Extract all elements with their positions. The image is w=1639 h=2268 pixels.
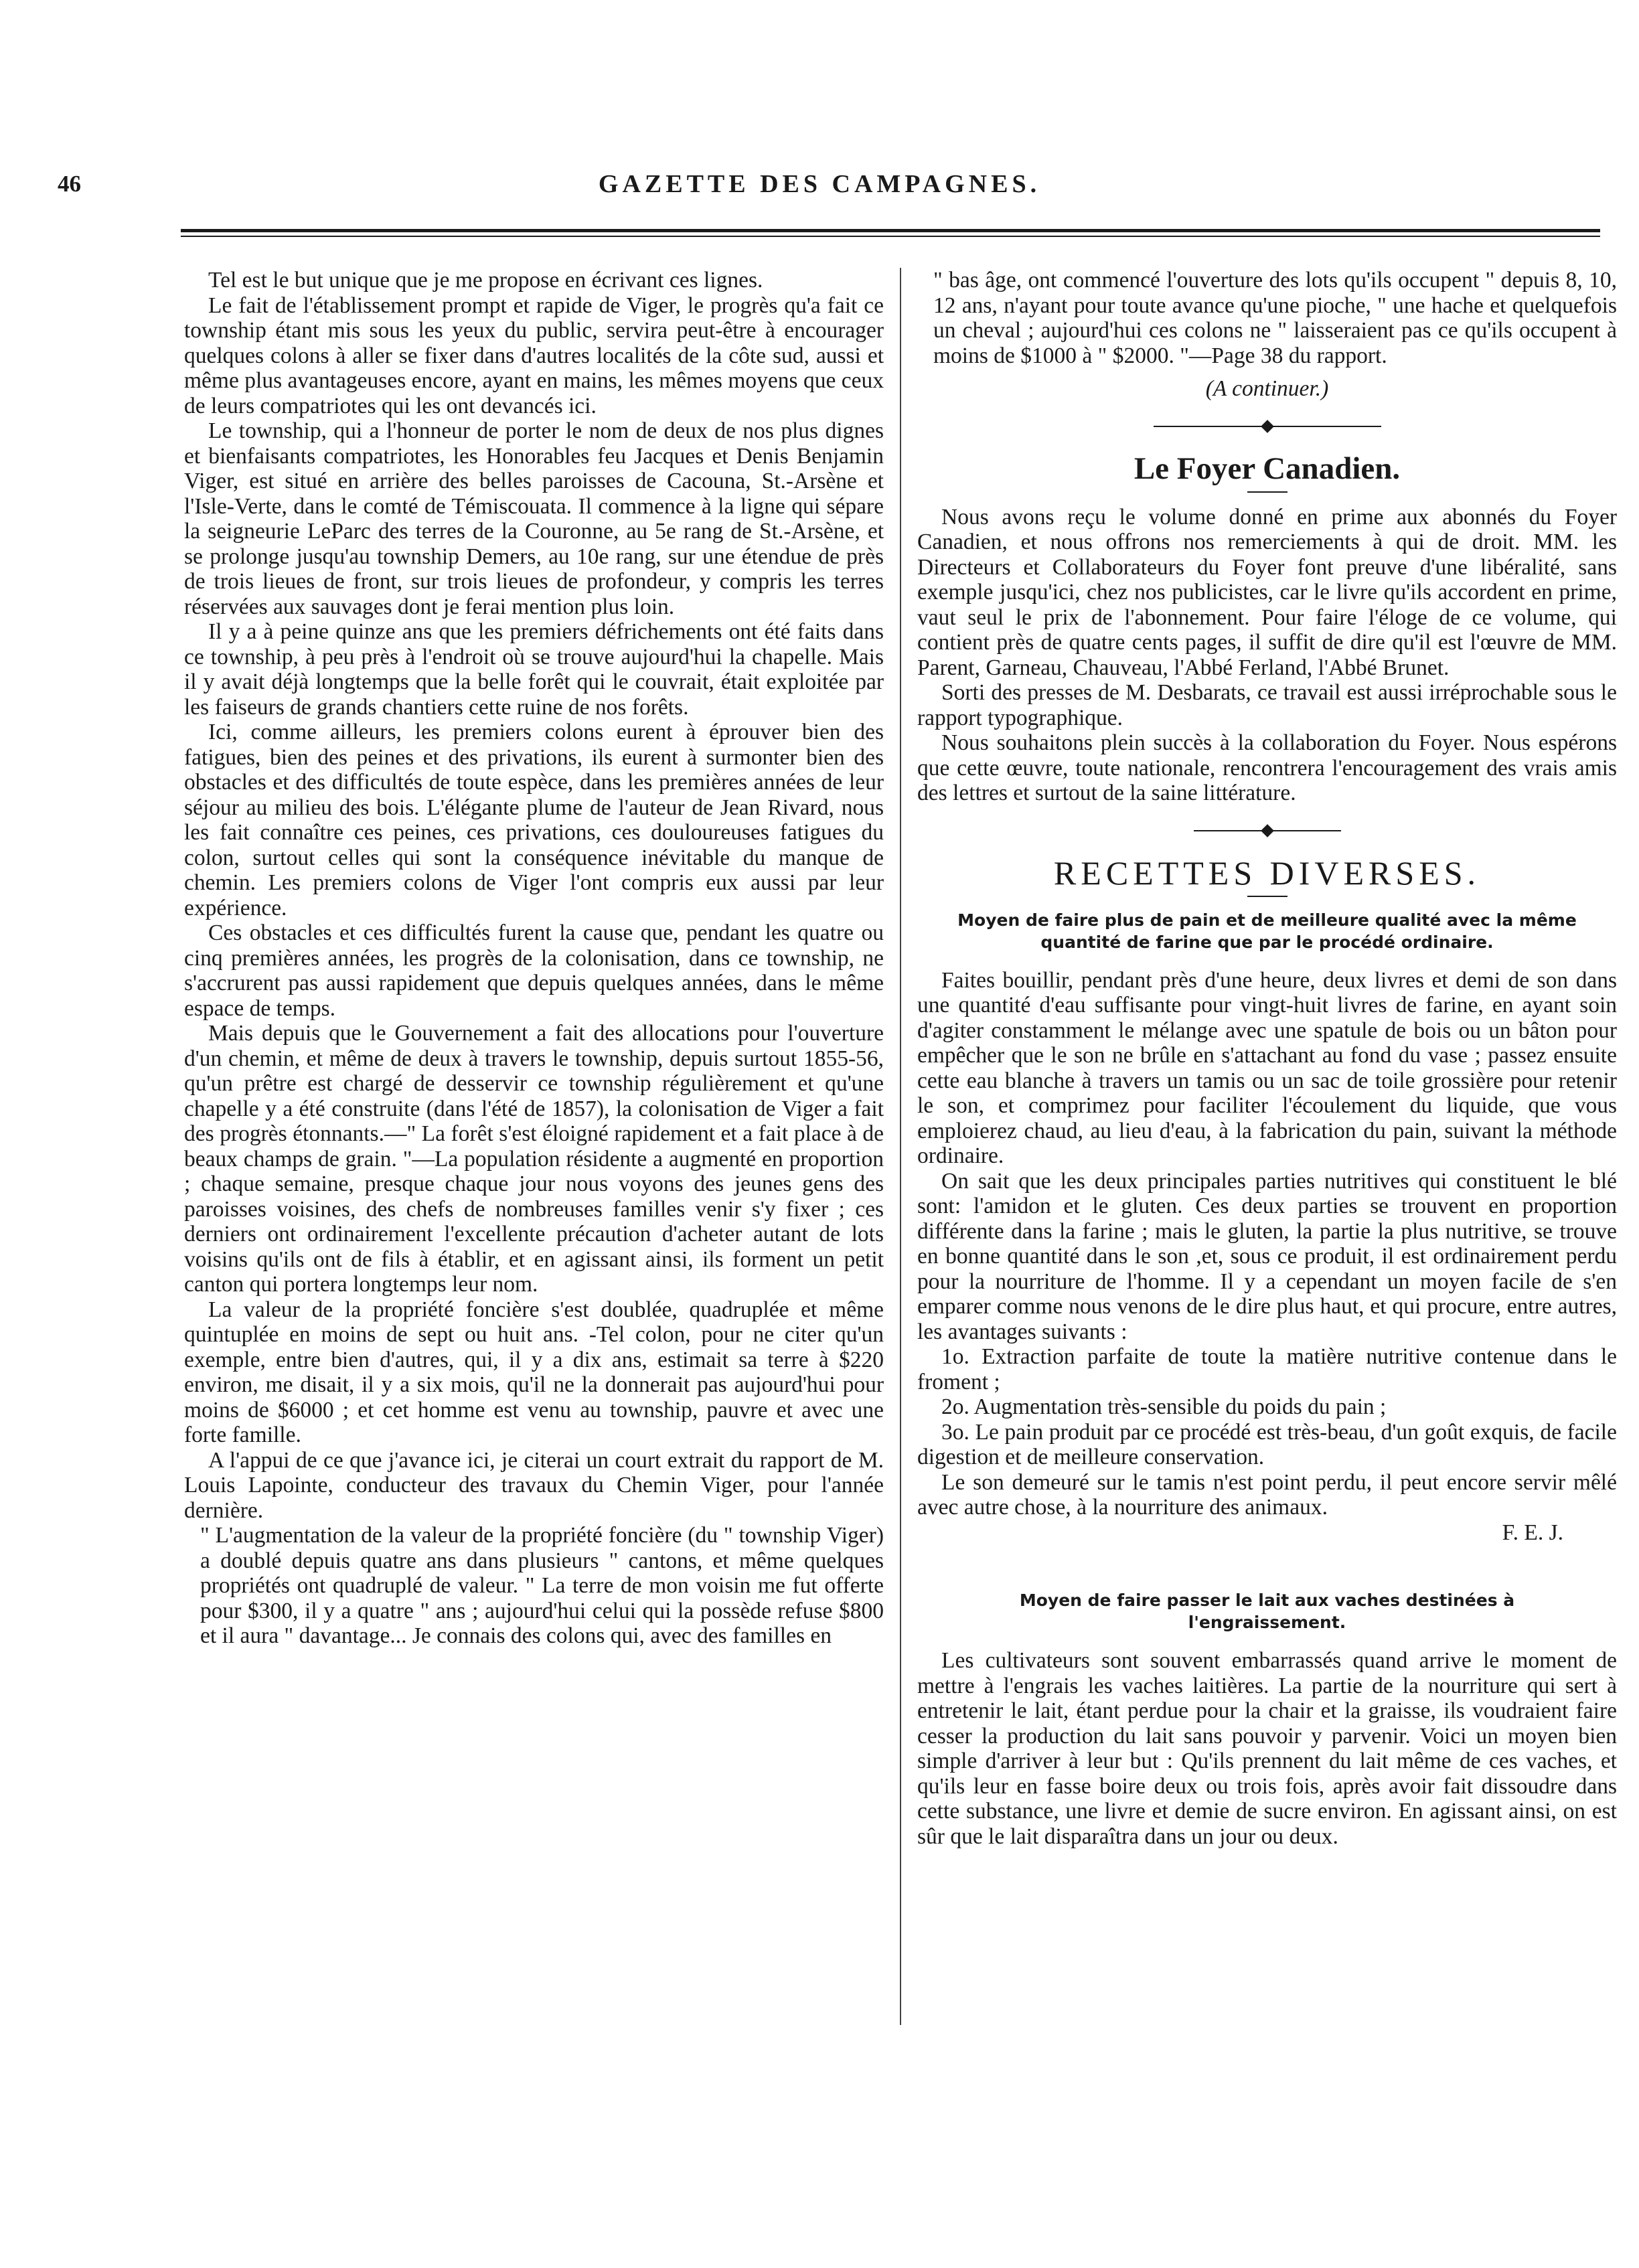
paragraph: Les cultivateurs sont souvent embarrassés quand arrive le moment de mettre à l'engrais les vaches laitières. La partie de la nourriture qui sert à entretenir le lait, étant perdue pour la chair et la graisse, ils voudraient faire cesser la production du lait sans pouvoir y parvenir. Voici un moyen bien simple d'arriver à leur but : Qu'ils prennent du lait même de ces vaches, et qu'ils leur en fasse boire deux ou trois fois, après avoir fait dissoudre dans cette substance, une livre et demie de sucre environ. En agissant ainsi, on est sûr que le lait disparaîtra dans un jour ou deux. xyxy=(917,1648,1617,1849)
recettes-title: RECETTES DIVERSES. xyxy=(1053,854,1481,892)
paragraph: Mais depuis que le Gouvernement a fait des allocations pour l'ouverture d'un chemin, et même de deux à travers le township, depuis surtout 1855-56, qu'un prêtre est chargé de desservir ce township régulièrement et qu'une chapelle y a été construite (dans l'été de 1857), la colonisation de Viger a fait des progrès étonnants.—" La forêt s'est éloigné rapidement et a fait place à de beaux champs de grain. "—La population résidente a augmenté en proportion ; chaque semaine, presque chaque jour nous voyons des jeunes gens des paroisses voisines, des chefs de nombreuses familles venir s'y fixer ; ces derniers ont ordinairement l'excellente précaution d'acheter autant de lots voisins qu'ils ont de fils à établir, et en agissant ainsi, ils forment un petit canton qui portera longtemps leur nom. xyxy=(184,1021,884,1297)
paragraph: Le township, qui a l'honneur de porter le nom de deux de nos plus dignes et bienfaisants compatriotes, les Honorables feu Jacques et Denis Benjamin Viger, est situé en arrière des belles paroisses de Cacouna, St.-Arsène et l'Isle-Verte, dans le comté de Témiscouata. Il commence à la ligne qui sépare la seigneurie LeParc des terres de la Couronne, au 5e rang de St.-Arsène, et se prolonge jusqu'au township Demers, au 10e rang, sur une étendue de près de trois lieues de front, sur trois lieues de profondeur, y compris les terres réservées aux sauvages dont je ferai mention plus loin. xyxy=(184,418,884,619)
list-item: 3o. Le pain produit par ce procédé est très-beau, d'un goût exquis, de facile digestion et de meilleure conservation. xyxy=(917,1419,1617,1469)
paragraph: La valeur de la propriété foncière s'est doublée, quadruplée et même quintuplée en moins de sept ou huit ans. -Tel colon, pour ne citer qu'un exemple, entre bien d'autres, qui, il y a dix ans, estimait sa terre à $220 environ, me disait, il y a six mois, qu'il ne la donnerait pas aujourd'hui pour moins de $6000 ; et cet homme est venu au township, pauvre et avec une forte famille. xyxy=(184,1297,884,1447)
ornamental-rule xyxy=(1154,420,1381,432)
left-column xyxy=(184,268,884,1649)
paragraph: Ici, comme ailleurs, les premiers colons eurent à éprouver bien des fatigues, bien des peines et des privations, ils eurent à surmonter bien des obstacles et des difficultés de toute espèce, dans les premières années de leur séjour au milieu des bois. L'élégante plume de l'auteur de Jean Rivard, nous les fait connaître ces peines, ces privations, ces douloureuses fatigues du colon, surtout celles qui sont la conséquence inévitable du manque de chemin. Les premiers colons de Viger l'ont compris eux aussi par leur expérience. xyxy=(184,720,884,920)
section-spacer xyxy=(917,1545,1617,1583)
paragraph: A l'appui de ce que j'avance ici, je citerai un court extrait du rapport de M. Louis Lapointe, conducteur des travaux du Chemin Viger, pour l'année dernière. xyxy=(184,1447,884,1523)
paragraph: Le fait de l'établissement prompt et rapide de Viger, le progrès qu'a fait ce township étant mis sous les yeux du public, servira peut-être à encourager quelques colons à aller se fixer dans d'autres localités de la côte sud, aussi et même plus avantageuses encore, ayant en mains, les mêmes moyens que ceux de leurs compatriotes qui les ont devancés ici. xyxy=(184,293,884,418)
report-quote: " L'augmentation de la valeur de la propriété foncière (du " township Viger) a doublé depuis quatre ans dans plusieurs " cantons, et même quelques propriétés ont quadruplé de valeur. " La terre de mon voisin me fut offerte pour $300, il y a quatre " ans ; aujourd'hui celui qui la possède refuse $800 et il aura " davantage... Je connais des colons qui, avec des familles en xyxy=(200,1523,884,1648)
paragraph: Il y a à peine quinze ans que les premiers défrichements ont été faits dans ce township, à peu près à l'endroit où se trouve aujourd'hui la chapelle. Mais il y avait déjà longtemps que la belle forêt qui le couvrait, était exploitée par les faiseurs de grands chantiers cette ruine de nos forêts. xyxy=(184,619,884,720)
recipe-subhead: Moyen de faire plus de pain et de meilleure qualité avec la même quantité de farine que par le procédé ordinaire. xyxy=(957,910,1577,952)
running-head: GAZETTE DES CAMPAGNES. xyxy=(598,170,1041,198)
recipe-subhead: Moyen de faire passer le lait aux vaches destinées à l'engraissement. xyxy=(1019,1591,1515,1632)
paragraph: Ces obstacles et ces difficultés furent la cause que, pendant les quatre ou cinq premières années, les progrès de la colonisation, dans ce township, ne s'accrurent pas aussi rapidement que depuis quelques années, dans le même espace de temps. xyxy=(184,920,884,1021)
list-item: 2o. Augmentation très-sensible du poids du pain ; xyxy=(941,1394,1387,1419)
paragraph: Nous avons reçu le volume donné en prime aux abonnés du Foyer Canadien, et nous offrons nos remerciements à qui de droit. MM. les Directeurs et Collaborateurs du Foyer font preuve d'une libéralité, sans exemple jusqu'ici, chez nos publicistes, car le livre qu'ils accordent en prime, vaut seul le prix de l'abonnement. Pour faire l'éloge de ce volume, qui contient près de quatre cents pages, il suffit de dire qu'il est l'œuvre de MM. Parent, Garneau, Chauveau, l'Abbé Ferland, l'Abbé Brunet. xyxy=(917,504,1617,680)
paragraph: Faites bouillir, pendant près d'une heure, deux livres et demi de son dans une quantité d'eau suffisante pour vingt-huit livres de farine, en ayant soin d'agiter constamment le mélange avec une spatule de bois ou un bâton pour empêcher que le son ne brûle en s'attachant au fond du vase ; passez ensuite cette eau blanche à travers un tamis ou un sac de toile grossière pour retenir le son, et comprimez pour faciliter l'écoulement du liquide, que vous emploierez chaud, au lieu d'eau, à la fabrication du pain, suivant la méthode ordinaire. xyxy=(917,967,1617,1168)
signature: F. E. J. xyxy=(1502,1520,1563,1545)
paragraph: Tel est le but unique que je me propose en écrivant ces lignes. xyxy=(208,268,763,293)
title-rule xyxy=(1247,491,1287,493)
right-column xyxy=(917,268,1617,1849)
ornamental-rule xyxy=(1194,825,1341,837)
paragraph: On sait que les deux principales parties nutritives qui constituent le blé sont: l'amidon et le gluten. Ces deux parties se trouvent en proportion différente dans la farine ; mais le gluten, la partie la plus nutritive, se trouve en bonne quantité dans le son ,et, sous ce produit, il est ordinairement perdu pour la nourriture de l'homme. Il y a cependant un moyen facile de s'en emparer comme nous venons de le dire plus haut, et qui procure, entre autres, les avantages suivants : xyxy=(917,1168,1617,1344)
to-be-continued: (A continuer.) xyxy=(1205,376,1329,401)
header-rule xyxy=(181,229,1600,232)
foyer-title: Le Foyer Canadien. xyxy=(1134,451,1401,486)
report-quote-continued: " bas âge, ont commencé l'ouverture des lots qu'ils occupent " depuis 8, 10, 12 ans, n'ayant pour toute avance qu'une pioche, " une hache et quelquefois un cheval ; aujourd'hui ces colons ne " laisseraient pas ce qu'ils occupent à moins de $1000 à " $2000. "—Page 38 du rapport. xyxy=(933,268,1617,368)
list-item: 1o. Extraction parfaite de toute la matière nutritive contenue dans le froment ; xyxy=(917,1344,1617,1394)
page-number: 46 xyxy=(58,171,81,197)
header-rule-thin xyxy=(181,236,1600,237)
paragraph: Le son demeuré sur le tamis n'est point perdu, il peut encore servir mêlé avec autre chose, à la nourriture des animaux. xyxy=(917,1469,1617,1520)
paragraph: Sorti des presses de M. Desbarats, ce travail est aussi irréprochable sous le rapport typographique. xyxy=(917,680,1617,730)
column-divider xyxy=(900,268,901,2025)
paragraph: Nous souhaitons plein succès à la collaboration du Foyer. Nous espérons que cette œuvre, toute nationale, rencontrera l'encouragement des vrais amis des lettres et surtout de la saine littérature. xyxy=(917,730,1617,805)
title-rule xyxy=(1247,896,1287,897)
